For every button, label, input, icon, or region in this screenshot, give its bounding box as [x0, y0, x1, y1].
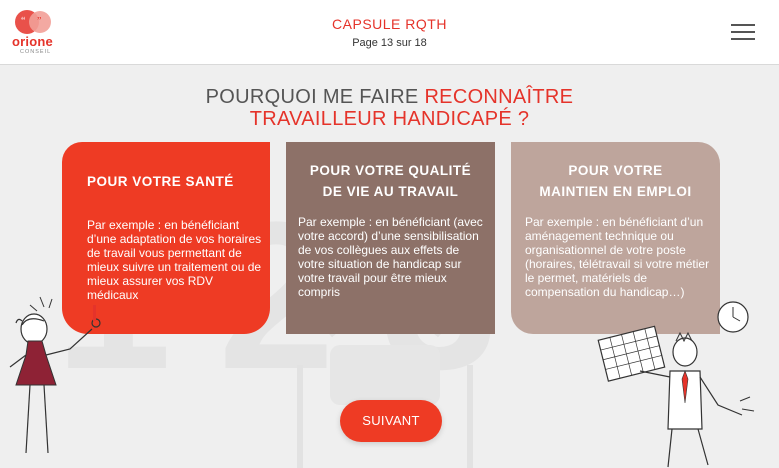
svg-text:”: ”: [37, 16, 42, 27]
card-quality-title-line2: DE VIE AU TRAVAIL: [322, 184, 459, 199]
card-quality-title: [286, 160, 495, 202]
card-quality-body: Par exemple : en bénéficiant (avec votre accord) d’une sensibilisation de vos collègues aux effets de votre situation de handicap sur votre travail pour être mieux compris: [298, 215, 483, 299]
card-retention-body: Par exemple : en bénéficiant d’un aménagement technique ou organisationnel de votre poste (horaires, télétravail si votre métier le permet, matériels de compensation du handicap…): [525, 215, 710, 299]
page-indicator: Page 13 sur 18: [352, 37, 427, 49]
svg-text:“: “: [21, 16, 26, 27]
question-part-1: POURQUOI ME FAIRE: [205, 86, 425, 108]
question-line-2: TRAVAILLEUR HANDICAPÉ ?: [249, 108, 530, 130]
card-health-title: POUR VOTRE SANTÉ: [87, 174, 234, 189]
hamburger-menu-icon[interactable]: [731, 24, 757, 42]
capsule-title: CAPSULE RQTH: [332, 16, 447, 32]
woman-holding-key-illustration: [0, 293, 110, 468]
logo-subtext: CONSEIL: [20, 49, 52, 55]
card-retention-title: [511, 160, 720, 202]
question-part-2: RECONNAÎTRE: [424, 86, 574, 108]
logo-text: orione: [12, 34, 53, 49]
card-quality-title-line1: POUR VOTRE QUALITÉ: [309, 163, 472, 178]
man-with-calendar-illustration: [590, 297, 765, 468]
card-retention-title-line1: POUR VOTRE: [568, 163, 663, 178]
header: [0, 0, 779, 65]
card-health-body: Par exemple : en bénéficiant d’une adaptation de vos horaires de travail vous permettant de mieux suivre un traitement ou de mieux assurer vos RDV médicaux: [87, 218, 262, 302]
next-button[interactable]: SUIVANT: [340, 400, 442, 442]
question-line-1: [0, 86, 779, 109]
card-quality-of-life: [286, 142, 495, 334]
slide-content: [0, 65, 779, 468]
card-retention-title-line2: MAINTIEN EN EMPLOI: [539, 184, 692, 199]
